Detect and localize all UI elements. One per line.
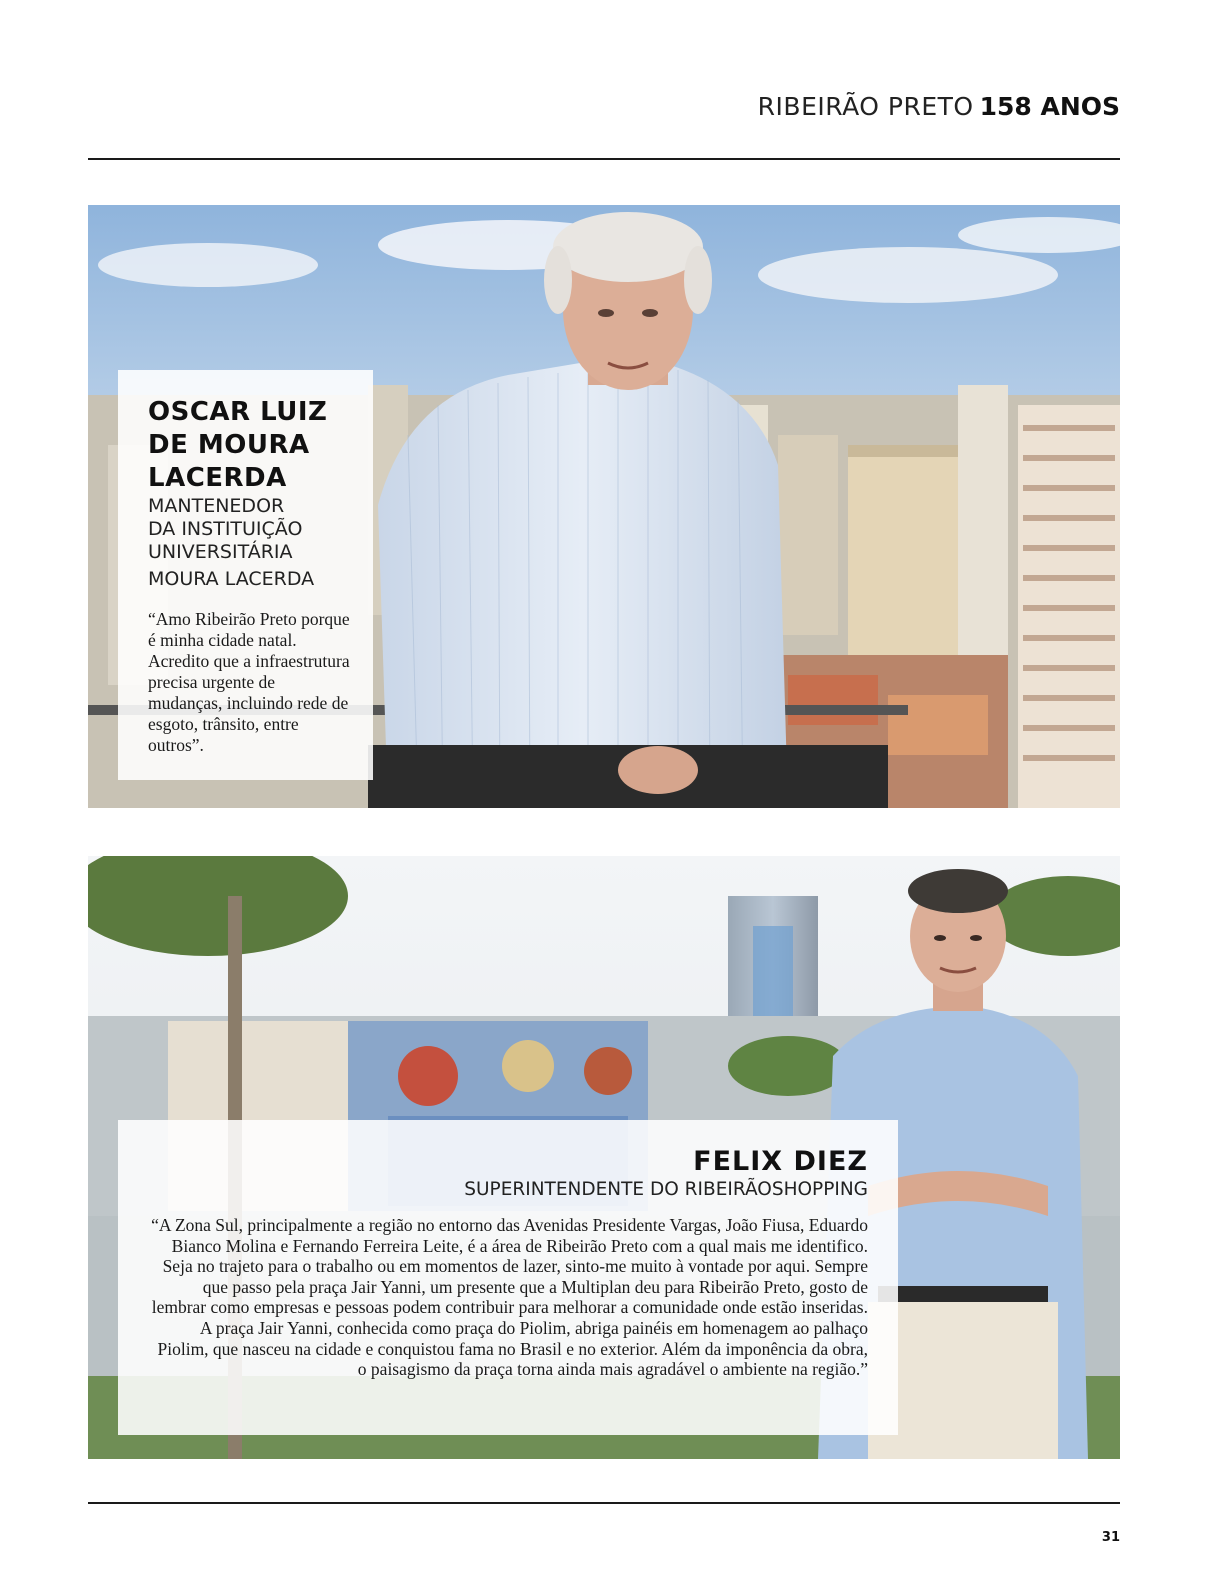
page-number: 31 [1101,1530,1120,1545]
profile-role-line-4: MOURA LACERDA [148,568,315,590]
page-header [88,92,1120,128]
profile-role-line-1: MANTENEDOR [148,495,285,517]
profile-role-line-3: UNIVERSITÁRIA [148,541,293,563]
profile-name-line-3: LACERDA [148,463,287,493]
profile-quote: “A Zona Sul, principalmente a região no entorno das Avenidas Presidente Vargas, João Fiusa, Eduardo Bianco Molina e Fernando Ferreira Leite, é a área de Ribeirão Preto com a qual mais me identifico. Seja no trajeto para o trabalho ou em momentos de lazer, sinto-me muito à vontade por aqui. Sempre que passo pela praça Jair Yanni, um presente que a Multiplan deu para Ribeirão Preto, gosto de lembrar como empresas e pessoas podem contribuir para melhorar a comunidade onde estão inseridas. A praça Jair Yanni, conhecida como praça do Piolim, abriga painéis em homenagem ao palhaço Piolim, que nasceu na cidade e conquistou fama no Brasil e no exterior. Além da imponência da obra, o paisagismo da praça torna ainda mais agradável o ambiente na região.” [151,1215,868,1380]
header-title-bold: 158 ANOS [979,92,1120,121]
profile-name-line-1: OSCAR LUIZ [148,397,328,427]
profile-card-oscar [118,370,373,780]
profile-card-felix [118,1120,898,1435]
top-divider [88,158,1120,160]
profile-name-line-2: DE MOURA [148,430,310,460]
profile-role: SUPERINTENDENTE DO RIBEIRÃOSHOPPING [464,1179,868,1200]
profile-role-line-2: DA INSTITUIÇÃO [148,518,303,540]
bottom-divider [88,1502,1120,1504]
profile-name: FELIX DIEZ [693,1146,868,1177]
profile-quote: “Amo Ribeirão Preto porque é minha cidade natal. Acredito que a infraestrutura precisa urgente de mudanças, incluindo rede de esgoto, trânsito, entre outros”. [148,609,350,755]
header-title-thin: RIBEIRÃO PRETO [757,92,974,121]
